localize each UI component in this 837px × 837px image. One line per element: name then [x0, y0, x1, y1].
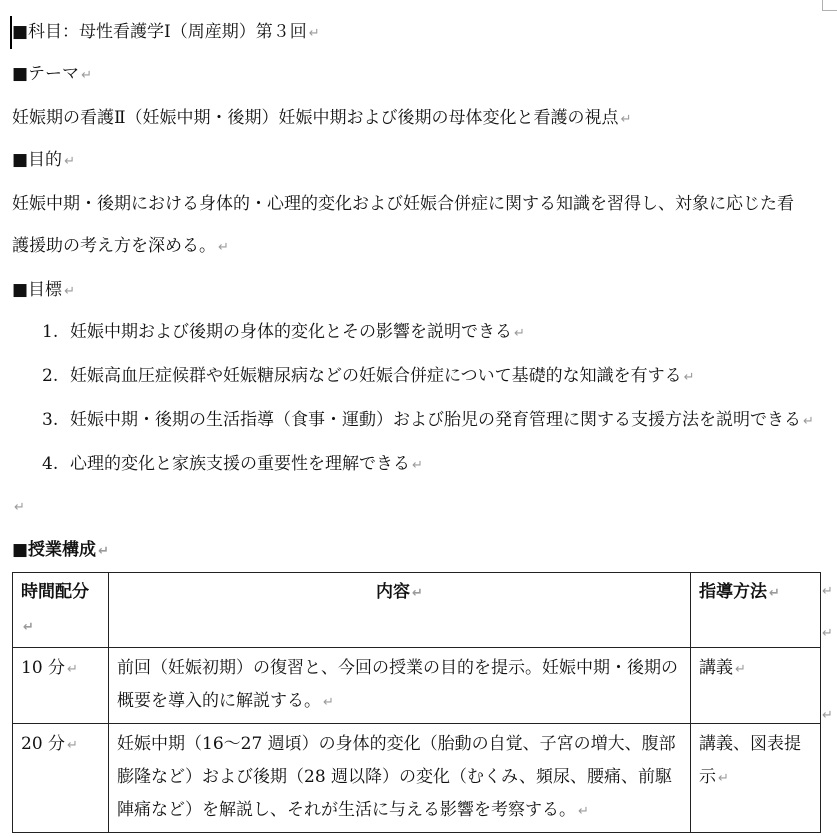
- cell-mark-icon: ↵: [578, 804, 589, 819]
- cell-mark-icon: ↵: [769, 586, 780, 601]
- paragraph-mark-icon: ↵: [683, 370, 695, 385]
- cell-mark-icon: ↵: [323, 695, 334, 710]
- cell-mark-icon: ↵: [412, 586, 423, 601]
- goal-text: 妊娠高血圧症候群や妊娠糖尿病などの妊娠合併症について基礎的な知識を有する: [70, 366, 682, 386]
- cell-content[interactable]: [109, 648, 691, 724]
- goal-text: 妊娠中期および後期の身体的変化とその影響を説明できる: [70, 322, 512, 342]
- cell-mark-icon: ↵: [735, 662, 746, 677]
- page-corner-marker: [822, 0, 837, 11]
- cell-mark-icon: ↵: [23, 620, 34, 635]
- purpose-line-1[interactable]: [12, 192, 794, 216]
- goals-heading-text: ■目標: [12, 280, 63, 300]
- cell-mark-icon: ↵: [67, 662, 78, 677]
- time-text: 20 分: [21, 734, 66, 754]
- theme-text[interactable]: [12, 106, 631, 132]
- lesson-structure-table: [12, 572, 821, 833]
- goal-number: 4.: [42, 454, 59, 474]
- cell-time[interactable]: [13, 724, 109, 833]
- time-text: 10 分: [21, 658, 66, 678]
- theme-heading[interactable]: [12, 62, 92, 88]
- structure-heading-text: ■授業構成: [12, 540, 97, 560]
- paragraph-mark-icon: ↵: [64, 154, 75, 169]
- header-content-label: 内容: [376, 582, 411, 602]
- paragraph-mark-icon: ↵: [308, 26, 320, 41]
- paragraph-mark-icon: ↵: [620, 112, 632, 127]
- paragraph-mark-icon: ↵: [81, 68, 92, 83]
- purpose-body-1: 妊娠中期・後期における身体的・心理的変化および妊娠合併症に関する知識を習得し、対象に応じた看: [12, 194, 794, 214]
- table-row: [13, 648, 821, 724]
- header-method-label: 指導方法: [699, 582, 767, 602]
- method-text: 講義: [699, 658, 733, 678]
- header-time[interactable]: [13, 573, 109, 648]
- purpose-body-2: 護援助の考え方を深める。: [12, 236, 216, 256]
- row-end-mark-icon: ↵: [822, 584, 833, 599]
- purpose-heading[interactable]: [12, 148, 75, 174]
- paragraph-mark-icon: ↵: [98, 544, 109, 559]
- content-text: 前回（妊娠初期）の復習と、今回の授業の目的を提示。妊娠中期・後期の概要を導入的に解説する。: [117, 658, 678, 711]
- goal-text: 心理的変化と家族支援の重要性を理解できる: [70, 454, 410, 474]
- empty-paragraph[interactable]: [12, 494, 25, 520]
- row-end-mark-icon: ↵: [822, 708, 833, 723]
- goal-number: 3.: [42, 410, 59, 430]
- header-content[interactable]: [109, 573, 691, 648]
- subject-line[interactable]: [12, 20, 320, 46]
- purpose-line-2[interactable]: [12, 234, 229, 260]
- cell-method[interactable]: [691, 724, 821, 833]
- paragraph-mark-icon: ↵: [803, 414, 814, 429]
- goals-heading[interactable]: [12, 278, 75, 304]
- cell-content[interactable]: [109, 724, 691, 833]
- theme-body: 妊娠期の看護Ⅱ（妊娠中期・後期）妊娠中期および後期の母体変化と看護の視点: [12, 108, 619, 128]
- theme-heading-text: ■テーマ: [12, 64, 80, 84]
- header-time-label: 時間配分: [21, 582, 89, 602]
- cell-mark-icon: ↵: [67, 738, 78, 753]
- paragraph-mark-icon: ↵: [514, 326, 525, 341]
- table-row: [13, 724, 821, 833]
- subject-text: ■科目：母性看護学Ⅰ（周産期）第３回: [12, 22, 307, 42]
- paragraph-mark-icon: ↵: [218, 240, 229, 255]
- method-text: 講義、図表提示: [699, 734, 801, 787]
- paragraph-mark-icon: ↵: [412, 458, 423, 473]
- table-header-row: [13, 573, 821, 648]
- goal-item-2[interactable]: [42, 364, 695, 390]
- content-text: 妊娠中期（16～27 週頃）の身体的変化（胎動の自覚、子宮の増大、腹部膨隆など）および後期（28 週以降）の変化（むくみ、頻尿、腰痛、前駆陣痛など）を解説し、それが生活に与える影響を考察する。: [117, 734, 676, 820]
- row-end-mark-icon: ↵: [822, 626, 833, 641]
- cell-method[interactable]: [691, 648, 821, 724]
- goal-number: 1.: [42, 322, 59, 342]
- goal-item-4[interactable]: [42, 452, 423, 478]
- header-method[interactable]: [691, 573, 821, 648]
- structure-heading[interactable]: [12, 538, 109, 564]
- paragraph-mark-icon: ↵: [14, 500, 25, 515]
- purpose-heading-text: ■目的: [12, 150, 63, 170]
- goal-item-1[interactable]: [42, 320, 525, 346]
- goal-text: 妊娠中期・後期の生活指導（食事・運動）および胎児の発育管理に関する支援方法を説明できる: [70, 410, 801, 430]
- cell-time[interactable]: [13, 648, 109, 724]
- paragraph-mark-icon: ↵: [64, 284, 75, 299]
- goal-item-3[interactable]: [42, 408, 814, 434]
- cell-mark-icon: ↵: [718, 771, 729, 786]
- goal-number: 2.: [42, 366, 59, 386]
